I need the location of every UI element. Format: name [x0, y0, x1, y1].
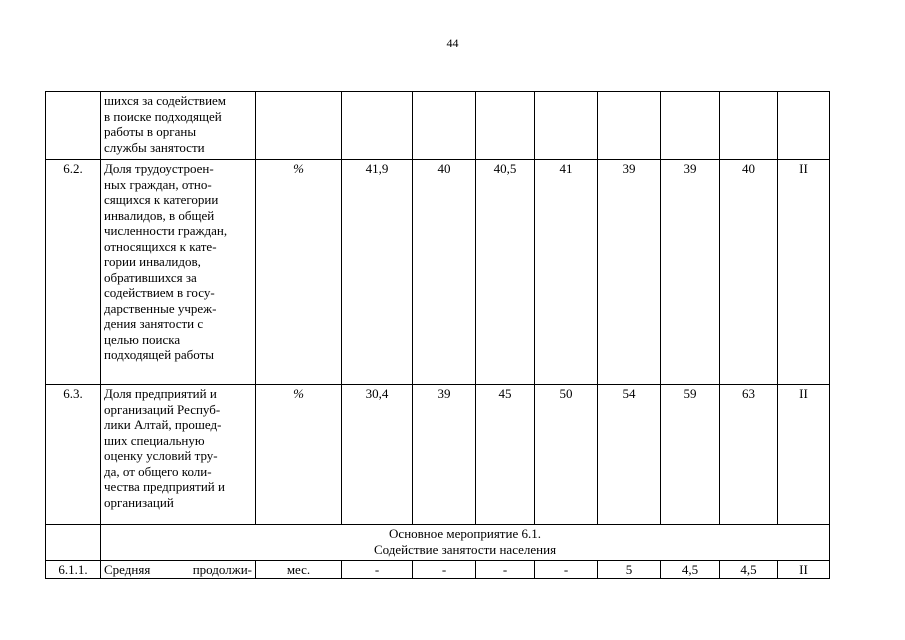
indicator-name-cell	[101, 160, 256, 385]
value-cell: II	[778, 561, 830, 579]
value-cell: 39	[413, 385, 476, 525]
value-cell: 41	[535, 160, 598, 385]
indicator-line: оценку условий тру-	[104, 448, 218, 463]
indicator-line: службы занятости	[104, 139, 205, 155]
indicator-line: относящихся к кате-	[104, 238, 217, 254]
unit-cell: %	[256, 160, 342, 385]
unit-cell: мес.	[256, 561, 342, 579]
indicator-line: целью поиска	[104, 331, 181, 347]
section-heading-line: Основное мероприятие 6.1.	[389, 526, 541, 541]
indicator-line: в поиске подходящей	[104, 108, 222, 124]
value-cell: II	[778, 160, 830, 385]
value-cell	[720, 92, 778, 160]
value-cell: 39	[661, 160, 720, 385]
indicator-line: гории инвалидов,	[104, 254, 201, 269]
value-cell: -	[476, 561, 535, 579]
section-heading-cell	[101, 525, 830, 561]
table-row-continuation	[46, 92, 830, 160]
indicator-line: содействием в госу-	[104, 285, 215, 300]
unit-cell	[256, 92, 342, 160]
indicator-line: численности граждан,	[104, 223, 228, 238]
row-number-cell: 6.1.1.	[46, 561, 101, 579]
indicator-line: чества предприятий и	[104, 479, 225, 494]
value-cell	[476, 92, 535, 160]
indicator-line: обратившихся за	[104, 269, 197, 285]
value-cell: 40	[720, 160, 778, 385]
indicator-line: дарственные учреж-	[104, 300, 217, 316]
value-cell: II	[778, 385, 830, 525]
indicator-line: подходящей работы	[104, 347, 215, 362]
indicator-line: сящихся к категории	[104, 192, 219, 207]
indicator-line: ших специальную	[104, 432, 205, 448]
indicator-line: инвалидов, в общей	[104, 207, 215, 223]
value-cell: 59	[661, 385, 720, 525]
value-cell: 50	[535, 385, 598, 525]
value-cell: 54	[598, 385, 661, 525]
indicator-line: организаций	[104, 494, 174, 510]
value-cell	[413, 92, 476, 160]
value-cell: 30,4	[342, 385, 413, 525]
value-cell: 45	[476, 385, 535, 525]
page-number: 44	[446, 36, 459, 50]
row-number-cell	[46, 525, 101, 561]
unit-cell: %	[256, 385, 342, 525]
indicator-line: Доля трудоустроен-	[104, 161, 214, 176]
value-cell: -	[535, 561, 598, 579]
indicators-table	[45, 91, 830, 579]
value-cell: 63	[720, 385, 778, 525]
value-cell: -	[413, 561, 476, 579]
row-number-cell: 6.3.	[46, 385, 101, 525]
indicator-name-cell	[101, 385, 256, 525]
indicator-name-cell	[101, 92, 256, 160]
table-row-6-1-1	[46, 561, 830, 579]
value-cell	[778, 92, 830, 160]
indicator-name-cell: Средняя продолжи-	[101, 561, 256, 579]
value-cell: 41,9	[342, 160, 413, 385]
value-cell: 4,5	[720, 561, 778, 579]
indicator-line: организаций Респуб-	[104, 401, 221, 417]
indicator-line: работы в органы	[104, 124, 197, 139]
value-cell: 40	[413, 160, 476, 385]
indicator-line: дения занятости с	[104, 316, 204, 331]
value-cell	[342, 92, 413, 160]
value-cell: 40,5	[476, 160, 535, 385]
value-cell	[661, 92, 720, 160]
table-row-section	[46, 525, 830, 561]
indicator-line: да, от общего коли-	[104, 463, 212, 479]
indicator-line: шихся за содействием	[104, 93, 227, 108]
indicator-line: ных граждан, отно-	[104, 176, 212, 192]
indicator-line: лики Алтай, прошед-	[104, 417, 222, 432]
table-row-6-3	[46, 385, 830, 525]
table-row-6-2	[46, 160, 830, 385]
value-cell: 5	[598, 561, 661, 579]
value-cell: -	[342, 561, 413, 579]
value-cell: 39	[598, 160, 661, 385]
row-number-cell	[46, 92, 101, 160]
section-heading-line: Содействие занятости населения	[373, 541, 557, 557]
value-cell: 4,5	[661, 561, 720, 579]
indicator-line: Доля предприятий и	[104, 386, 217, 401]
value-cell	[535, 92, 598, 160]
row-number-cell: 6.2.	[46, 160, 101, 385]
value-cell	[598, 92, 661, 160]
